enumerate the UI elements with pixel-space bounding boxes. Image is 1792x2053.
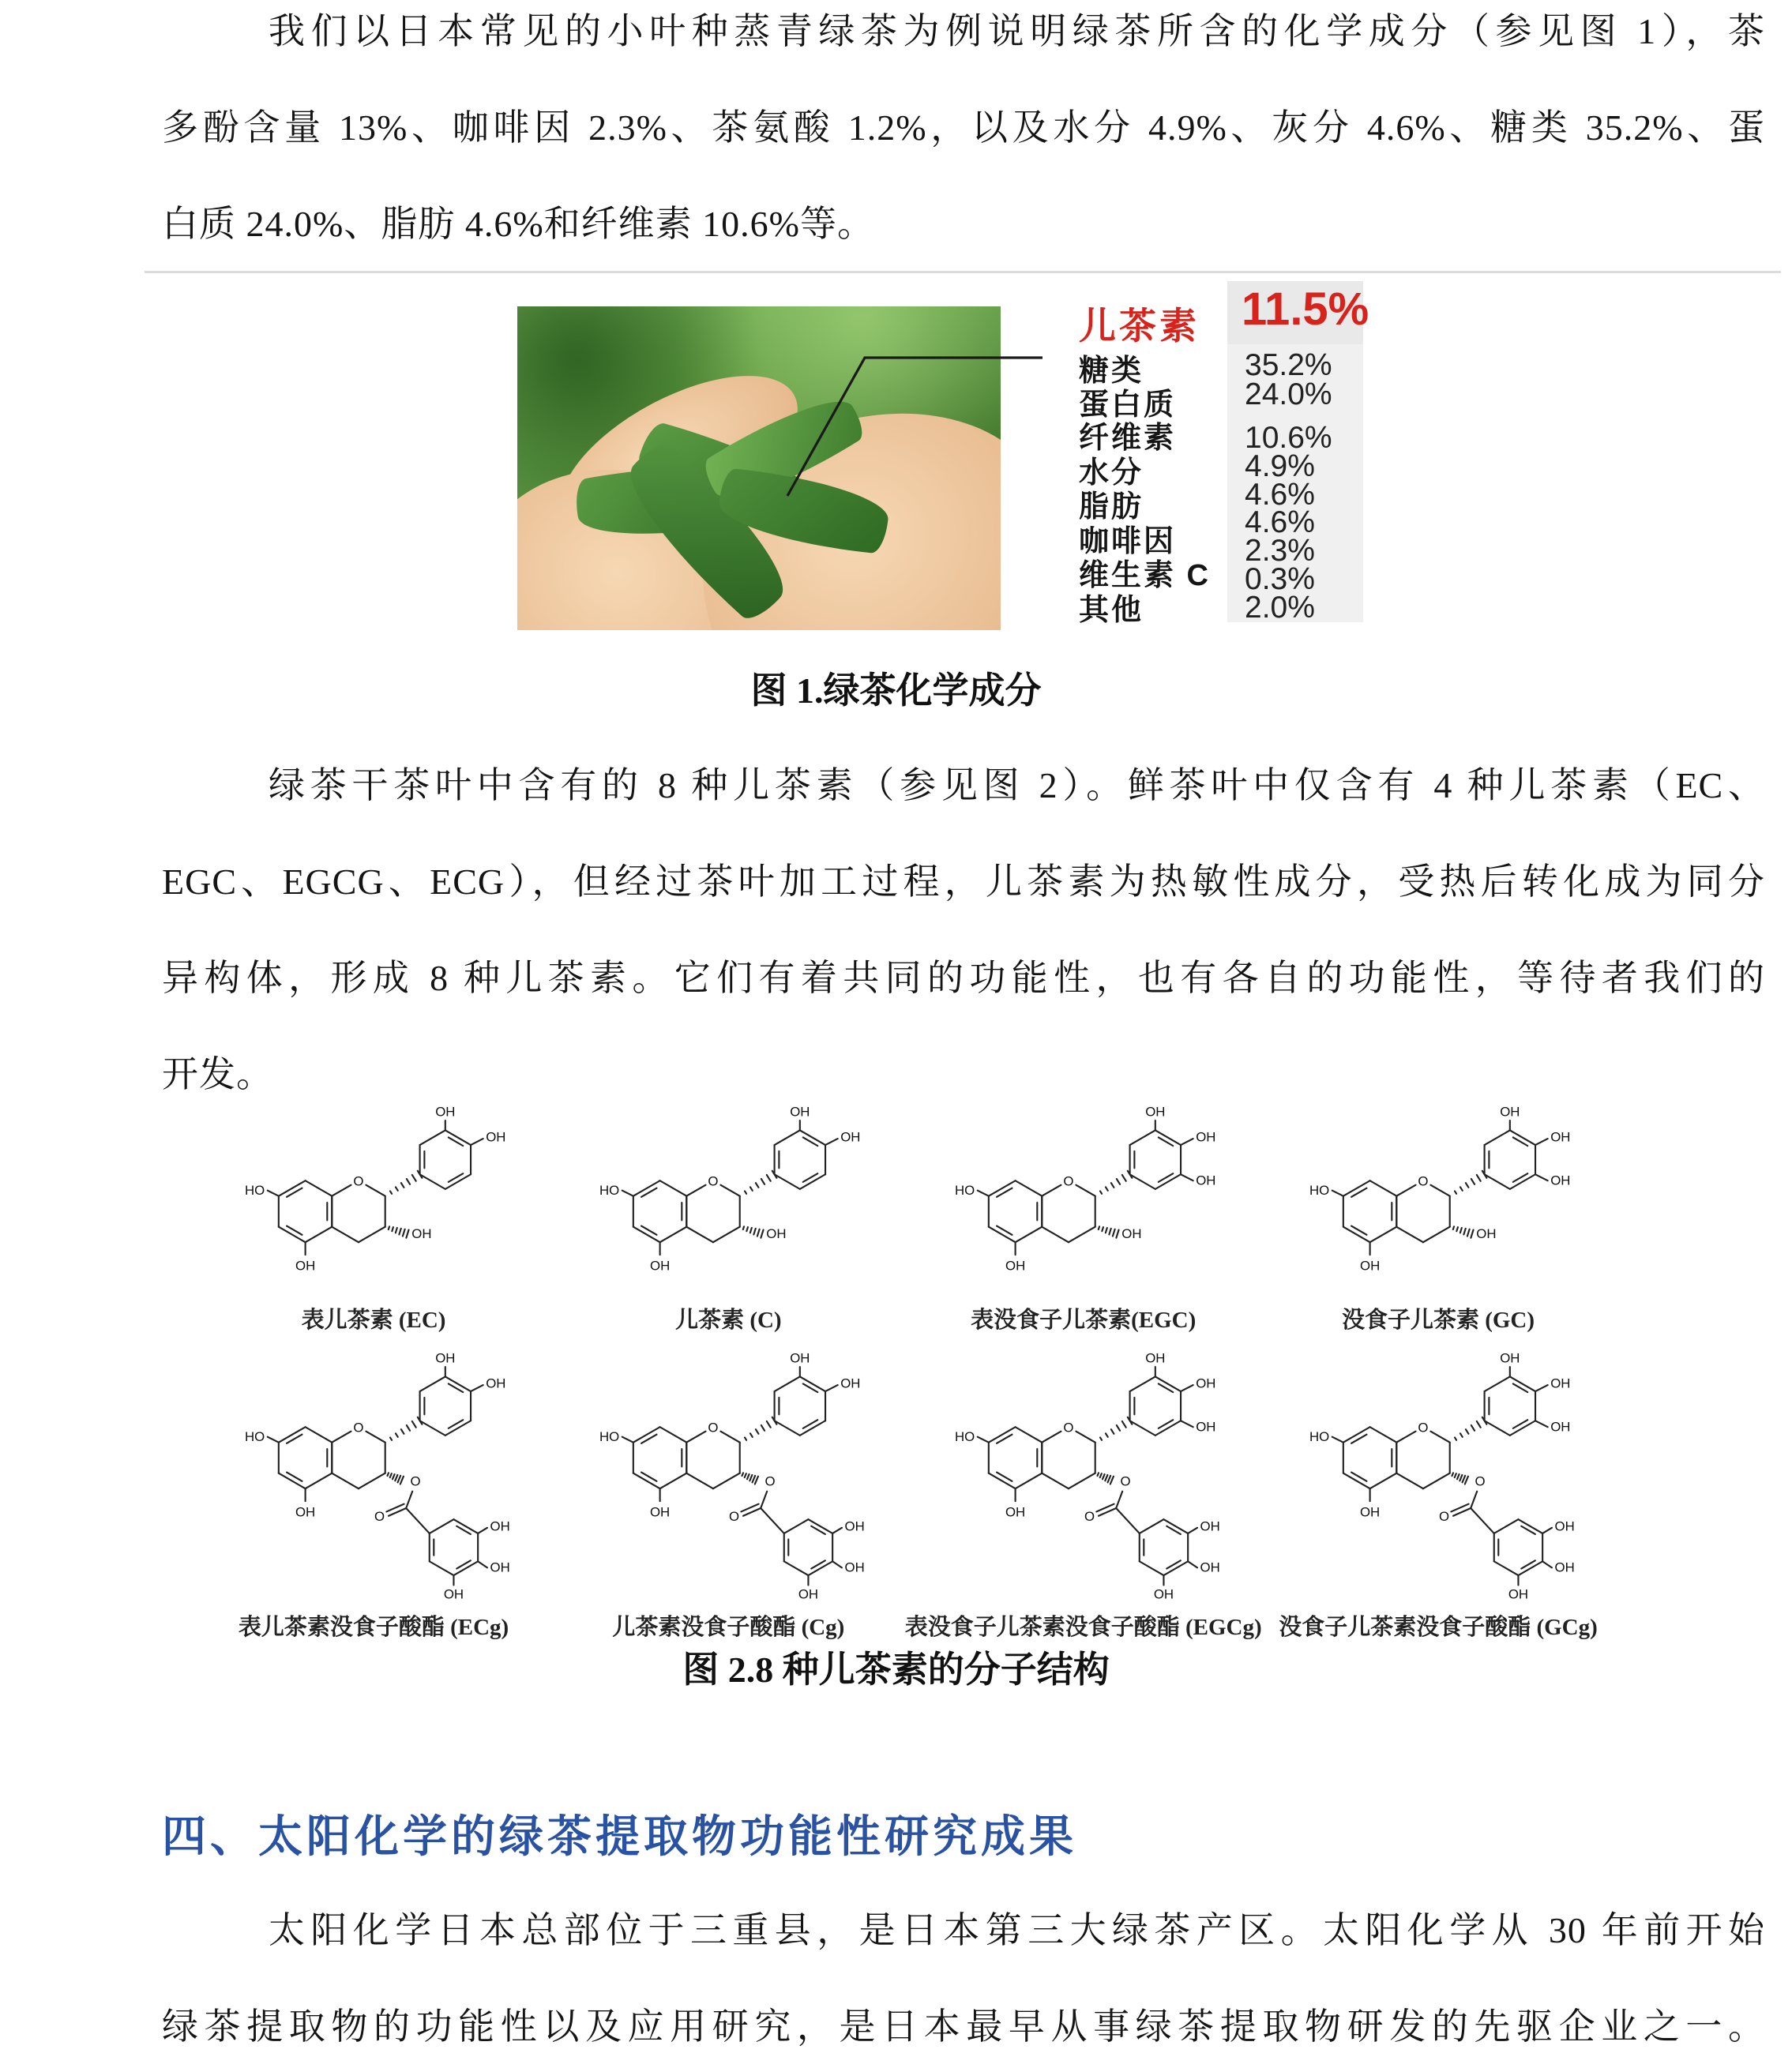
svg-text:OH: OH <box>844 1559 866 1575</box>
component-label: 咖啡因 <box>1079 524 1177 558</box>
svg-text:OH: OH <box>1550 1173 1571 1188</box>
molecule-ec-diagram <box>235 1102 512 1282</box>
svg-text:OH: OH <box>844 1518 866 1534</box>
component-label: 脂肪 <box>1079 490 1144 524</box>
component-label: 纤维素 <box>1079 422 1177 455</box>
svg-text:O: O <box>708 1173 719 1189</box>
svg-text:OH: OH <box>1550 1419 1571 1435</box>
svg-text:OH: OH <box>790 1350 810 1366</box>
molecule-gc-diagram <box>1300 1102 1576 1282</box>
body-line: EGC、EGCG、ECG），但经过茶叶加工过程，儿茶素为热敏性成分，受热后转化成为同分 <box>162 861 1765 902</box>
svg-text:OH: OH <box>1195 1419 1216 1435</box>
molecule-label: 没食子儿茶素没食子酸酯 (GCg) <box>1279 1615 1598 1641</box>
figure1-caption: 图 1.绿茶化学成分 <box>750 670 1042 711</box>
paragraph-3 <box>162 1909 1765 2053</box>
tea-leaves-photo <box>517 306 1001 630</box>
body-line: 异构体，形成 8 种儿茶素。它们有着共同的功能性，也有各自的功能性，等待者我们的 <box>162 958 1765 998</box>
svg-text:OH: OH <box>1550 1129 1571 1145</box>
component-label: 维生素 C <box>1079 559 1212 593</box>
svg-text:HO: HO <box>244 1182 265 1198</box>
body-line: 白质 24.0%、脂肪 4.6%和纤维素 10.6%等。 <box>162 204 874 244</box>
svg-text:OH: OH <box>790 1104 810 1120</box>
molecule-cell-cg <box>554 1349 903 1642</box>
svg-text:OH: OH <box>1195 1376 1216 1391</box>
svg-text:OH: OH <box>1550 1376 1571 1391</box>
component-value: 10.6% <box>1245 421 1332 455</box>
component-value: 24.0% <box>1245 377 1332 411</box>
svg-text:O: O <box>353 1420 364 1436</box>
svg-text:OH: OH <box>1153 1586 1174 1602</box>
catechin-highlight-label: 儿茶素 <box>1079 305 1200 347</box>
molecule-label: 儿茶素没食子酸酯 (Cg) <box>612 1615 845 1641</box>
body-line: 我们以日本常见的小叶种蒸青绿茶为例说明绿茶所含的化学成分（参见图 1），茶 <box>269 11 1765 51</box>
body-line: 绿茶干茶叶中含有的 8 种儿茶素（参见图 2）。鲜茶叶中仅含有 4 种儿茶素（EC、 <box>269 765 1765 805</box>
paragraph-1 <box>162 9 1765 298</box>
svg-text:HO: HO <box>954 1182 975 1198</box>
svg-text:OH: OH <box>1554 1559 1575 1575</box>
svg-text:OH: OH <box>295 1504 316 1520</box>
svg-text:O: O <box>410 1473 421 1489</box>
svg-text:OH: OH <box>1195 1129 1216 1145</box>
svg-text:O: O <box>765 1473 776 1489</box>
component-value: 35.2% <box>1245 348 1332 382</box>
svg-text:OH: OH <box>486 1129 506 1145</box>
svg-text:HO: HO <box>1309 1182 1330 1198</box>
svg-text:OH: OH <box>295 1258 316 1274</box>
molecule-cell-ecg <box>199 1349 548 1642</box>
svg-text:HO: HO <box>599 1428 620 1444</box>
component-value: 4.9% <box>1245 449 1315 483</box>
svg-text:OH: OH <box>1144 1104 1166 1120</box>
svg-text:O: O <box>1438 1508 1450 1524</box>
component-value: 4.6% <box>1245 505 1315 540</box>
svg-text:OH: OH <box>1508 1586 1529 1602</box>
molecule-label: 表儿茶素 (EC) <box>301 1307 446 1333</box>
body-line: 多酚含量 13%、咖啡因 2.3%、茶氨酸 1.2%，以及水分 4.9%、灰分 4.6%、糖类 35.2%、蛋 <box>162 107 1765 148</box>
svg-text:O: O <box>1063 1420 1074 1436</box>
svg-text:O: O <box>353 1173 364 1189</box>
svg-text:OH: OH <box>798 1586 819 1602</box>
figure1-top-border <box>145 271 1781 273</box>
svg-text:O: O <box>729 1508 740 1524</box>
molecule-label: 表没食子儿茶素(EGC) <box>971 1307 1197 1333</box>
figure2-caption: 图 2.8 种儿茶素的分子结构 <box>682 1650 1110 1690</box>
molecule-cell-egc <box>909 1102 1258 1334</box>
catechin-highlight-value: 11.5% <box>1242 283 1369 335</box>
molecule-egc-diagram <box>945 1102 1222 1282</box>
molecule-cell-ec <box>199 1102 548 1334</box>
section-heading: 四、太阳化学的绿茶提取物功能性研究成果 <box>162 1811 1077 1861</box>
svg-text:OH: OH <box>1200 1559 1220 1575</box>
molecule-row-2 <box>199 1349 1613 1642</box>
component-value: 2.0% <box>1245 590 1315 625</box>
svg-text:OH: OH <box>1200 1518 1220 1534</box>
component-label: 蛋白质 <box>1079 388 1177 422</box>
svg-text:HO: HO <box>954 1428 975 1444</box>
svg-text:O: O <box>1063 1173 1074 1189</box>
svg-text:OH: OH <box>1500 1104 1520 1120</box>
svg-text:OH: OH <box>1144 1350 1166 1366</box>
svg-text:OH: OH <box>1121 1225 1142 1241</box>
svg-text:O: O <box>708 1420 719 1436</box>
svg-text:O: O <box>1418 1173 1429 1189</box>
molecule-row-1 <box>199 1102 1613 1334</box>
svg-text:OH: OH <box>766 1225 787 1241</box>
component-value: 0.3% <box>1245 561 1315 596</box>
molecule-label: 儿茶素 (C) <box>675 1307 782 1333</box>
svg-text:OH: OH <box>490 1518 510 1534</box>
molecule-cell-egcg <box>904 1349 1262 1642</box>
component-value-group <box>1245 421 1332 625</box>
svg-text:HO: HO <box>244 1428 265 1444</box>
svg-text:OH: OH <box>1500 1350 1520 1366</box>
molecule-cell-c <box>554 1102 903 1334</box>
svg-text:OH: OH <box>650 1504 671 1520</box>
svg-text:OH: OH <box>650 1258 671 1274</box>
svg-text:OH: OH <box>840 1376 861 1391</box>
svg-text:OH: OH <box>486 1376 506 1391</box>
svg-text:OH: OH <box>435 1104 456 1120</box>
svg-text:OH: OH <box>490 1559 510 1575</box>
molecule-label: 表没食子儿茶素没食子酸酯 (EGCg) <box>904 1615 1262 1641</box>
body-line: 绿茶提取物的功能性以及应用研究，是日本最早从事绿茶提取物研发的先驱企业之一。 <box>162 2006 1765 2047</box>
svg-text:OH: OH <box>1005 1258 1025 1274</box>
svg-text:OH: OH <box>840 1129 861 1145</box>
molecule-label: 表儿茶素没食子酸酯 (ECg) <box>238 1615 509 1641</box>
svg-text:HO: HO <box>599 1182 620 1198</box>
svg-text:O: O <box>1120 1473 1131 1489</box>
svg-text:OH: OH <box>443 1586 464 1602</box>
component-label-group <box>1079 422 1211 629</box>
svg-text:OH: OH <box>1476 1225 1497 1241</box>
svg-text:OH: OH <box>1359 1258 1381 1274</box>
molecule-cell-gc <box>1264 1102 1613 1334</box>
svg-text:OH: OH <box>1005 1504 1025 1520</box>
svg-text:O: O <box>1475 1473 1486 1489</box>
molecule-c-diagram <box>590 1102 866 1282</box>
svg-text:HO: HO <box>1309 1428 1330 1444</box>
svg-text:O: O <box>1418 1420 1429 1436</box>
svg-text:OH: OH <box>1554 1518 1575 1534</box>
paragraph-2 <box>162 764 1765 1149</box>
svg-text:O: O <box>374 1508 385 1524</box>
component-value: 2.3% <box>1245 534 1315 569</box>
svg-text:OH: OH <box>435 1350 456 1366</box>
svg-text:O: O <box>1084 1508 1095 1524</box>
figure2-grid <box>199 1102 1613 1642</box>
svg-text:OH: OH <box>411 1225 432 1241</box>
body-line: 太阳化学日本总部位于三重县，是日本第三大绿茶产区。太阳化学从 30 年前开始 <box>269 1910 1765 1950</box>
molecule-label: 没食子儿茶素 (GC) <box>1341 1307 1535 1333</box>
component-label: 其他 <box>1079 593 1144 627</box>
svg-text:OH: OH <box>1359 1504 1381 1520</box>
component-label: 水分 <box>1079 456 1144 490</box>
body-line: 开发。 <box>162 1054 273 1094</box>
molecule-cell-gcg <box>1264 1349 1613 1642</box>
component-value: 4.6% <box>1245 477 1315 512</box>
molecule-cg-diagram <box>590 1349 866 1604</box>
svg-text:OH: OH <box>1195 1173 1216 1188</box>
component-label: 糖类 <box>1079 355 1144 388</box>
molecule-ecg-diagram <box>235 1349 512 1604</box>
molecule-gcg-diagram <box>1300 1349 1576 1604</box>
molecule-egcg-diagram <box>945 1349 1222 1604</box>
